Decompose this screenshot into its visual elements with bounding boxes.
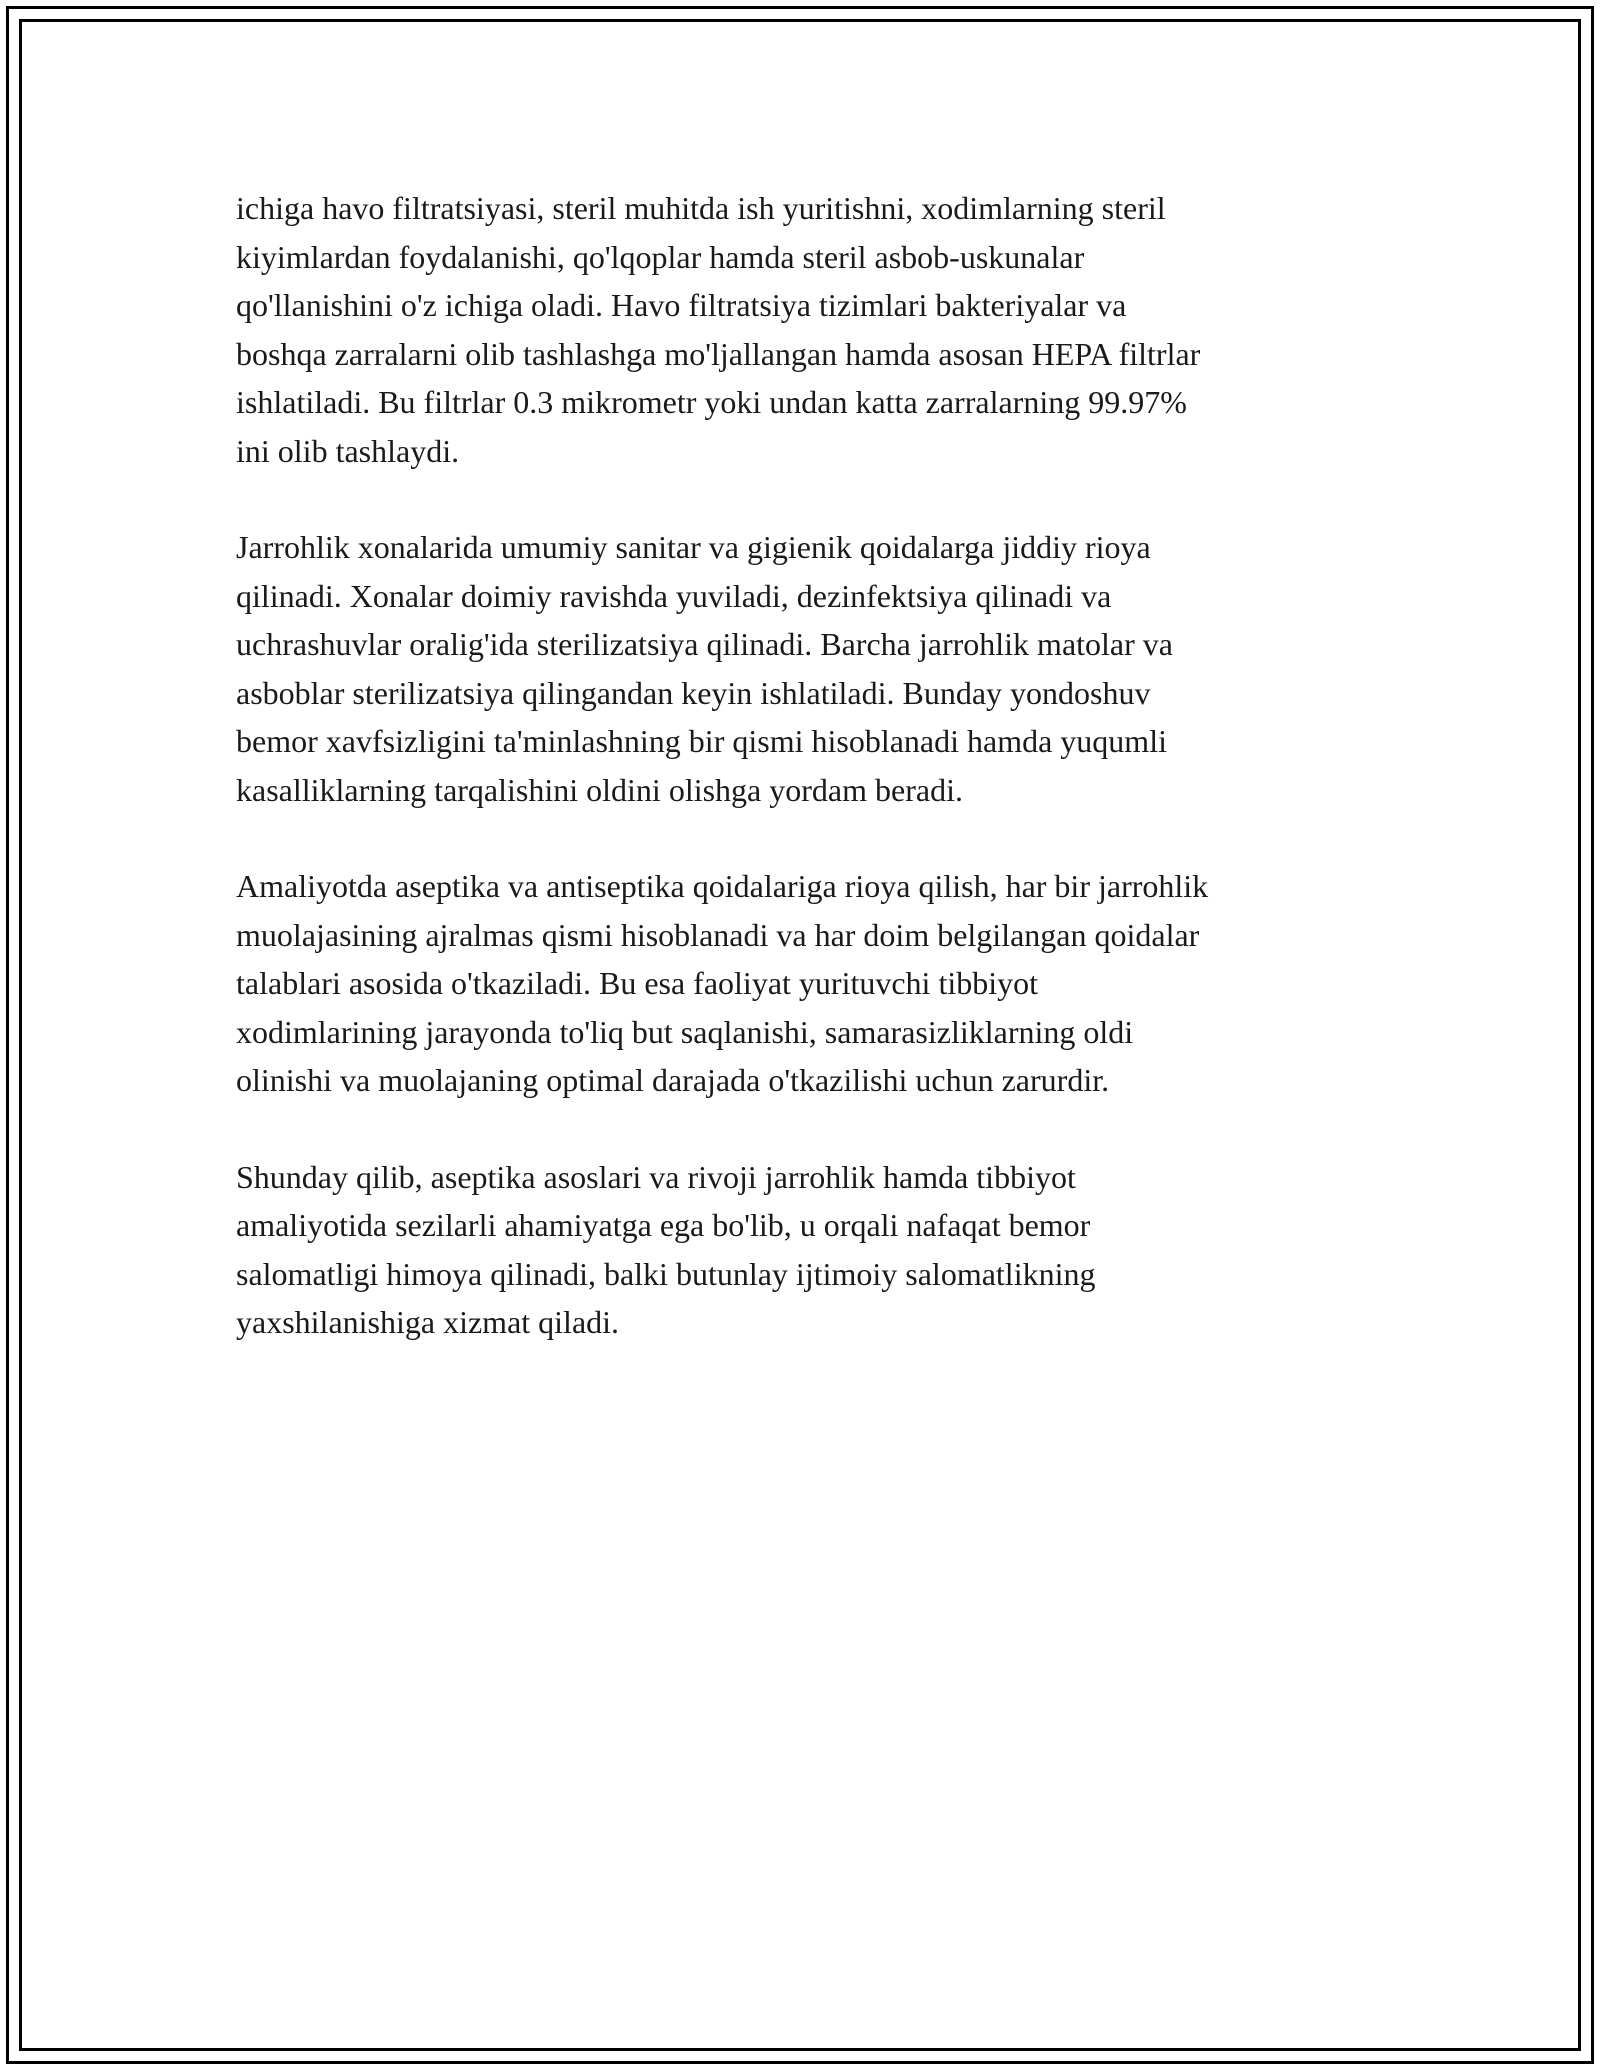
text-line: qilinadi. Xonalar doimiy ravishda yuviladi, dezinfektsiya qilinadi va xyxy=(236,577,1112,614)
text-line: ishlatiladi. Bu filtrlar 0.3 mikrometr yoki undan katta zarralarning 99.97% xyxy=(236,384,1187,420)
paragraph-2 xyxy=(236,523,1366,814)
text-line: xodimlarining jarayonda to'liq but saqlanishi, samarasizliklarning oldi xyxy=(236,1013,1134,1050)
text-line: kiyimlardan foydalanishi, qo'lqoplar hamda steril asbob-uskunalar xyxy=(236,238,1085,275)
text-line: muolajasining ajralmas qismi hisoblanadi va har doim belgilangan qoidalar xyxy=(236,916,1200,953)
text-line: olinishi va muolajaning optimal darajada o'tkazilishi uchun zarurdir. xyxy=(236,1062,1110,1098)
document-body xyxy=(236,184,1366,1395)
text-line: talablari asosida o'tkaziladi. Bu esa faoliyat yurituvchi tibbiyot xyxy=(236,965,1038,1001)
text-line: bemor xavfsizligini ta'minlashning bir qismi hisoblanadi hamda yuqumli xyxy=(236,723,1167,759)
text-line: ini olib tashlaydi. xyxy=(236,432,460,469)
text-line: Shunday qilib, aseptika asoslari va rivoji jarrohlik hamda tibbiyot xyxy=(236,1158,1076,1195)
text-line: salomatligi himoya qilinadi, balki butunlay ijtimoiy salomatlikning xyxy=(236,1255,1096,1292)
paragraph-3 xyxy=(236,862,1366,1105)
text-line: Amaliyotda aseptika va antiseptika qoidalariga rioya qilish, har bir jarrohlik xyxy=(236,868,1209,904)
paragraph-1 xyxy=(236,184,1366,475)
text-line: asboblar sterilizatsiya qilingandan keyin ishlatiladi. Bunday yondoshuv xyxy=(236,674,1151,711)
text-line: uchrashuvlar oralig'ida sterilizatsiya qilinadi. Barcha jarrohlik matolar va xyxy=(236,626,1173,662)
text-line: amaliyotida sezilarli ahamiyatga ega bo'lib, u orqali nafaqat bemor xyxy=(236,1207,1091,1243)
text-line: ichiga havo filtratsiyasi, steril muhitda ish yuritishni, xodimlarning steril xyxy=(236,190,1166,226)
paragraph-4 xyxy=(236,1153,1366,1347)
text-line: qo'llanishini o'z ichiga oladi. Havo filtratsiya tizimlari bakteriyalar va xyxy=(236,287,1127,323)
text-line: Jarrohlik xonalarida umumiy sanitar va gigienik qoidalarga jiddiy rioya xyxy=(236,529,1151,565)
text-line: kasalliklarning tarqalishini oldini olishga yordam beradi. xyxy=(236,771,963,808)
text-line: yaxshilanishiga xizmat qiladi. xyxy=(236,1304,620,1340)
text-line: boshqa zarralarni olib tashlashga mo'ljallangan hamda asosan HEPA filtrlar xyxy=(236,335,1201,372)
